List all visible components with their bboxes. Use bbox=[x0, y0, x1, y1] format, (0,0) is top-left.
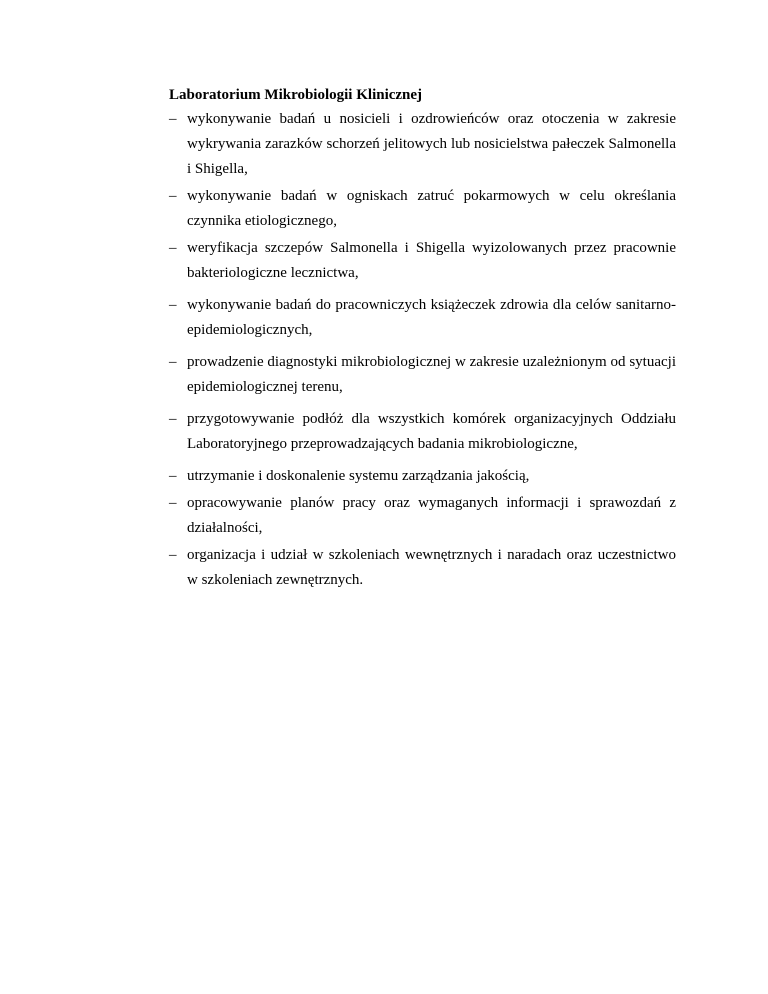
list-item bbox=[169, 464, 676, 489]
duties-list bbox=[169, 107, 676, 600]
dash-bullet: – bbox=[169, 495, 177, 511]
list-item bbox=[169, 491, 676, 541]
dash-bullet: – bbox=[169, 354, 177, 370]
list-item-text: prowadzenie diagnostyki mikrobiologicznej w zakresie uzależnionym od sytuacji epidemiologicznej terenu, bbox=[187, 354, 676, 395]
list-item bbox=[169, 543, 676, 593]
dash-bullet: – bbox=[169, 411, 177, 427]
list-item-text: utrzymanie i doskonalenie systemu zarządzania jakością, bbox=[187, 468, 530, 484]
list-item bbox=[169, 293, 676, 343]
dash-bullet: – bbox=[169, 111, 177, 127]
list-item bbox=[169, 236, 676, 286]
list-item-text: organizacja i udział w szkoleniach wewnętrznych i naradach oraz uczestnictwo w szkoleniach zewnętrznych. bbox=[187, 547, 676, 588]
list-item-text: wykonywanie badań u nosicieli i ozdrowieńców oraz otoczenia w zakresie wykrywania zarazków schorzeń jelitowych lub nosicielstwa pałeczek Salmonella i Shigella, bbox=[187, 111, 676, 177]
list-item-text: opracowywanie planów pracy oraz wymaganych informacji i sprawozdań z działalności, bbox=[187, 495, 676, 536]
list-item-text: wykonywanie badań w ogniskach zatruć pokarmowych w celu określania czynnika etiologicznego, bbox=[187, 188, 676, 229]
dash-bullet: – bbox=[169, 240, 177, 256]
list-item bbox=[169, 350, 676, 400]
list-item-text: weryfikacja szczepów Salmonella i Shigella wyizolowanych przez pracownie bakteriologiczne lecznictwa, bbox=[187, 240, 676, 281]
dash-bullet: – bbox=[169, 468, 177, 484]
list-item-text: przygotowywanie podłóż dla wszystkich komórek organizacyjnych Oddziału Laboratoryjnego przeprowadzających badania mikrobiologiczne, bbox=[187, 411, 676, 452]
list-item bbox=[169, 184, 676, 234]
list-item bbox=[169, 107, 676, 182]
dash-bullet: – bbox=[169, 297, 177, 313]
list-item-text: wykonywanie badań do pracowniczych książeczek zdrowia dla celów sanitarno-epidemiologicznych, bbox=[187, 297, 676, 338]
section-heading: Laboratorium Mikrobiologii Klinicznej bbox=[169, 87, 423, 103]
dash-bullet: – bbox=[169, 188, 177, 204]
list-item bbox=[169, 407, 676, 457]
dash-bullet: – bbox=[169, 547, 177, 563]
